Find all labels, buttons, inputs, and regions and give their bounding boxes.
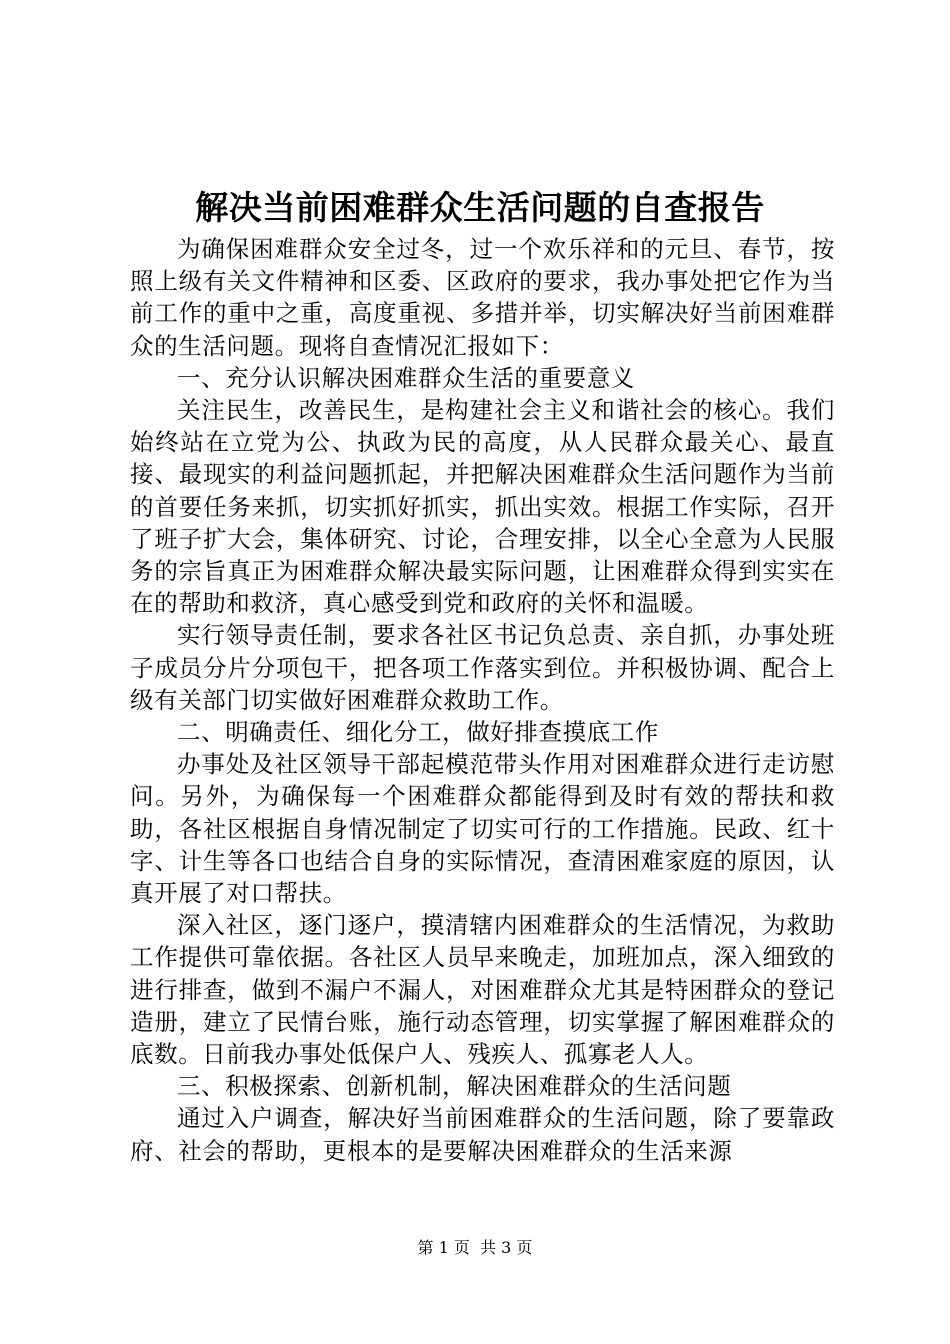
document-body bbox=[130, 233, 835, 1167]
section-heading-2: 二、明确责任、细化分工，做好排查摸底工作 bbox=[177, 718, 659, 747]
body-paragraph: 通过入户调查，解决好当前困难群众的生活问题，除了要靠政府、社会的帮助，更根本的是要解决困难群众的生活来源 bbox=[130, 1104, 835, 1165]
intro-paragraph: 为确保困难群众安全过冬，过一个欢乐祥和的元旦、春节，按照上级有关文件精神和区委、区政府的要求，我办事处把它作为当前工作的重中之重，高度重视、多措并举，切实解决好当前困难群众的生活问题。现将自查情况汇报如下： bbox=[130, 235, 835, 360]
body-paragraph: 深入社区，逐门逐户，摸清辖内困难群众的生活情况，为救助工作提供可靠依据。各社区人员早来晚走，加班加点，深入细致的进行排查，做到不漏户不漏人，对困难群众尤其是特困群众的登记造册，建立了民情台账，施行动态管理，切实掌握了解困难群众的底数。日前我办事处低保户人、残疾人、孤寡老人人。 bbox=[130, 911, 835, 1069]
section-heading-3: 三、积极探索、创新机制，解决困难群众的生活问题 bbox=[177, 1072, 732, 1101]
page-footer bbox=[0, 1238, 950, 1258]
document-title: 解决当前困难群众生活问题的自查报告 bbox=[195, 188, 765, 227]
body-paragraph: 实行领导责任制，要求各社区书记负总责、亲自抓，办事处班子成员分片分项包干，把各项工作落实到位。并积极协调、配合上级有关部门切实做好困难群众救助工作。 bbox=[130, 621, 835, 714]
body-paragraph: 关注民生，改善民生，是构建社会主义和谐社会的核心。我们始终站在立党为公、执政为民的高度，从人民群众最关心、最直接、最现实的利益问题抓起，并把解决困难群众生活问题作为当前的首要任务来抓，切实抓好抓实，抓出实效。根据工作实际，召开了班子扩大会，集体研究、讨论，合理安排，以全心全意为人民服务的宗旨真正为困难群众解决最实际问题，让困难群众得到实实在在的帮助和救济，真心感受到党和政府的关怀和温暖。 bbox=[130, 396, 835, 618]
section-heading-1: 一、充分认识解决困难群众生活的重要意义 bbox=[177, 363, 635, 392]
body-paragraph: 办事处及社区领导干部起模范带头作用对困难群众进行走访慰问。另外，为确保每一个困难群众都能得到及时有效的帮扶和救助，各社区根据自身情况制定了切实可行的工作措施。民政、红十字、计生等各口也结合自身的实际情况，查清困难家庭的原因，认真开展了对口帮扶。 bbox=[130, 750, 835, 908]
page-number: 第 1 页 共 3 页 bbox=[417, 1238, 533, 1257]
